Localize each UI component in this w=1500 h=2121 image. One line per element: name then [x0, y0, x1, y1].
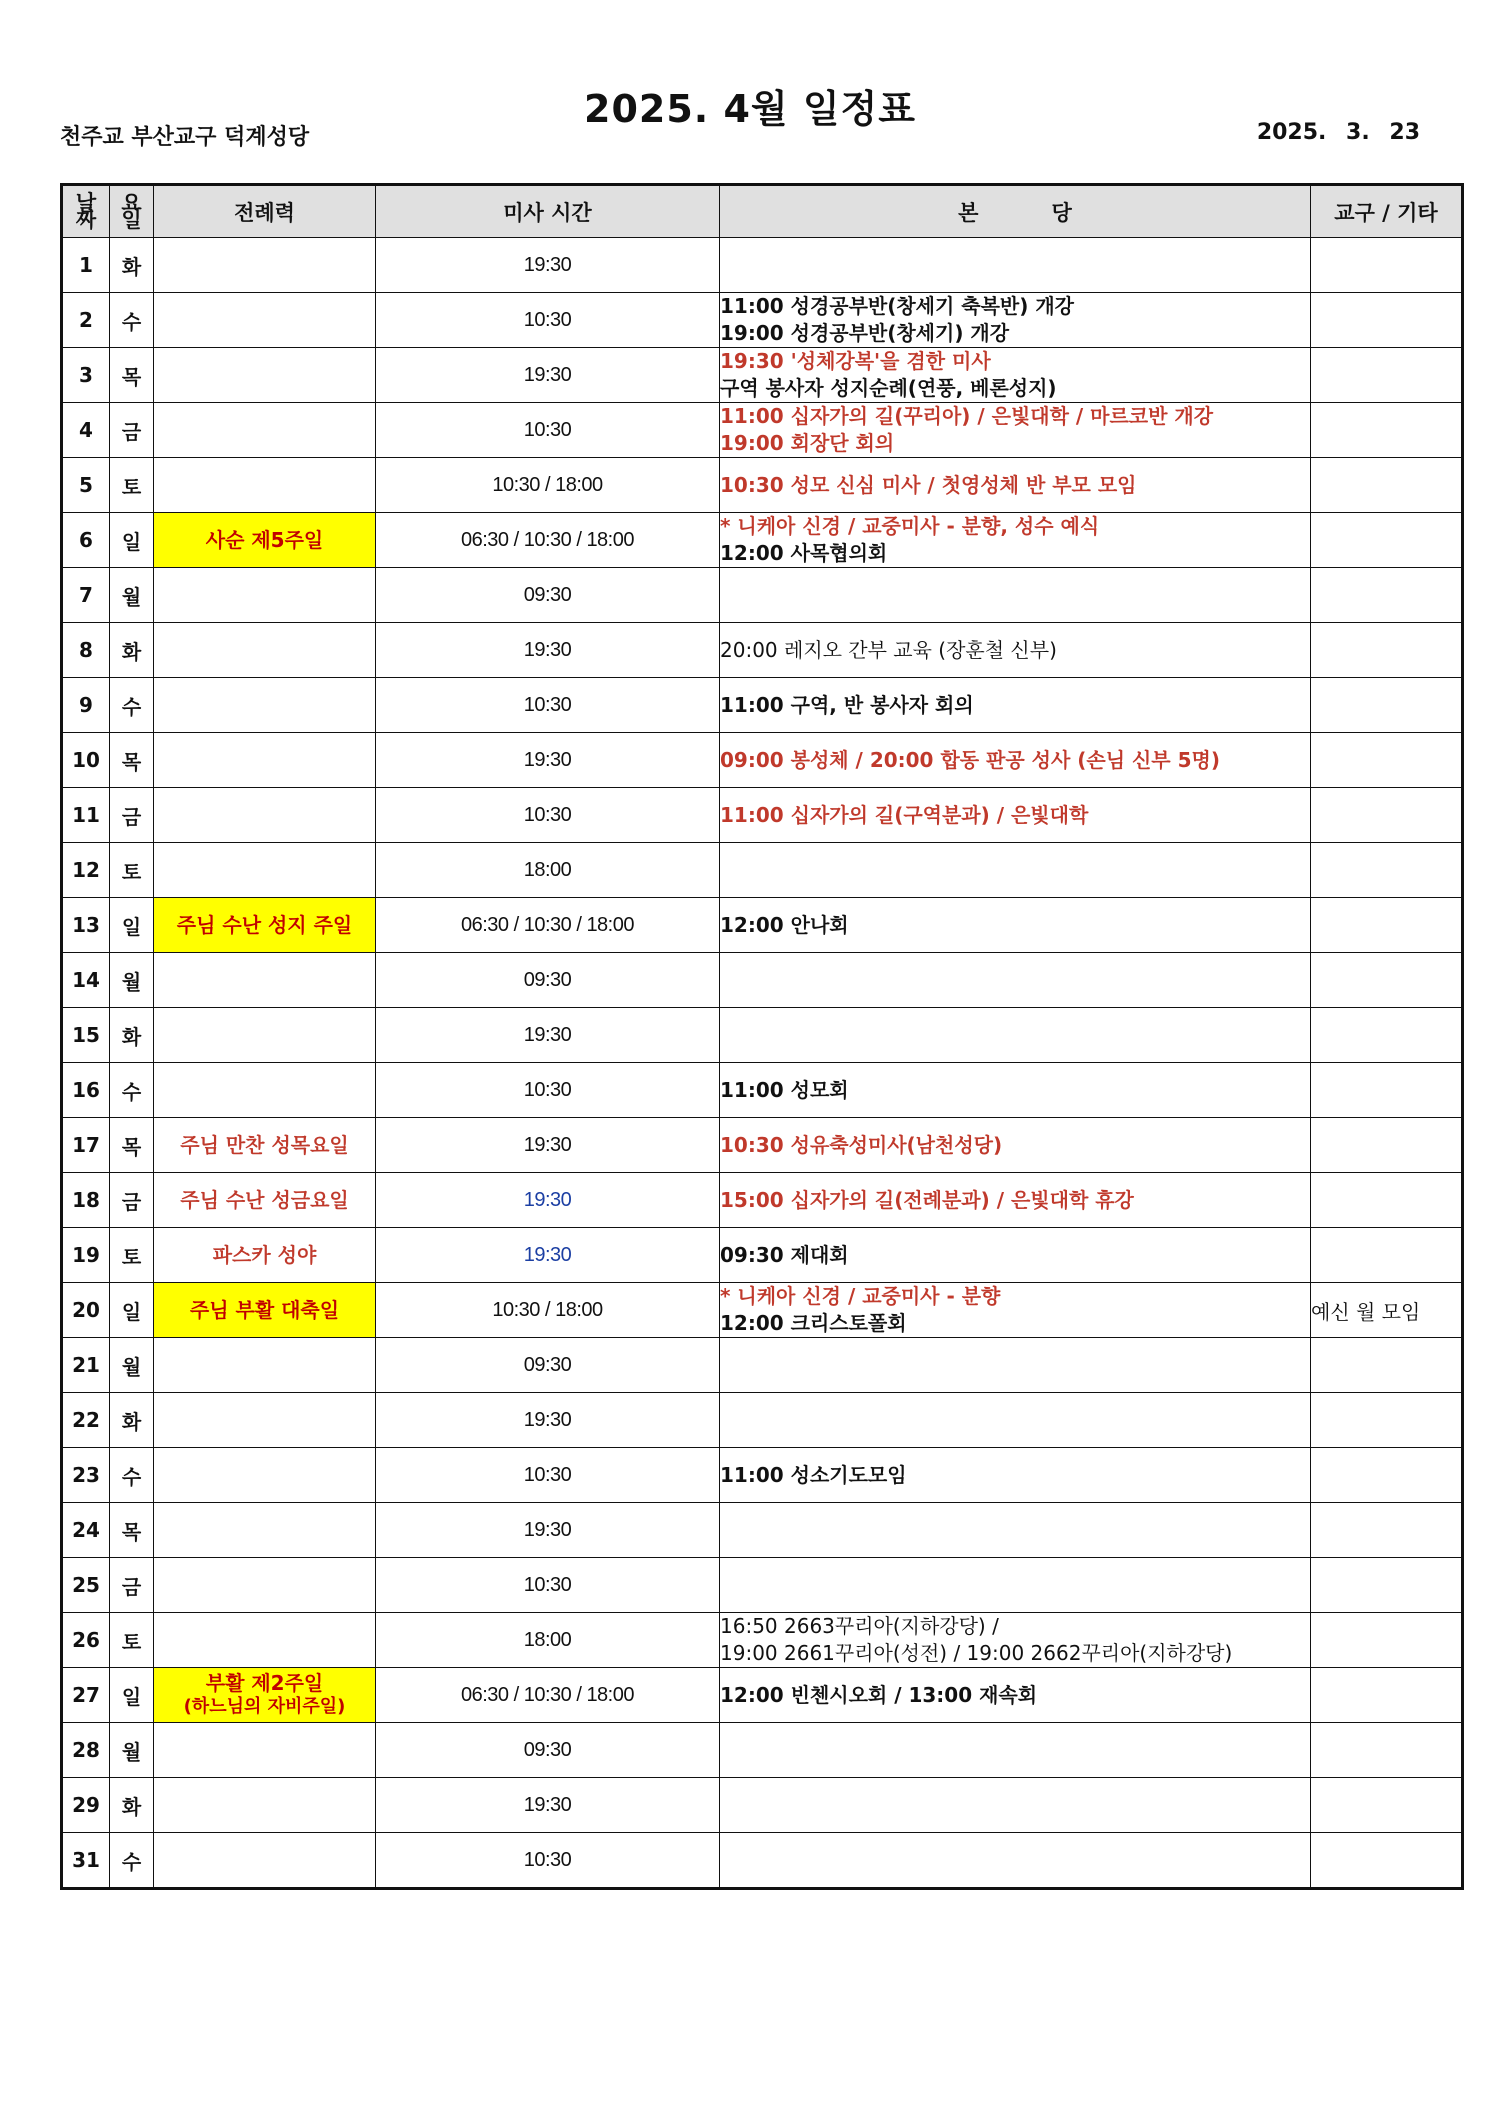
- day-cell: 26: [62, 1613, 110, 1668]
- day-cell: 21: [62, 1338, 110, 1393]
- diocese-etc-cell: [1311, 1063, 1463, 1118]
- diocese-etc-cell: [1311, 293, 1463, 348]
- table-row: [62, 733, 1463, 788]
- diocese-etc-cell: [1311, 1448, 1463, 1503]
- diocese-etc-cell: [1311, 568, 1463, 623]
- day-cell: 11: [62, 788, 110, 843]
- liturgy-cell: [154, 1008, 376, 1063]
- mass-time-cell: 19:30: [376, 1778, 720, 1833]
- table-row: [62, 293, 1463, 348]
- diocese-etc-cell: [1311, 1503, 1463, 1558]
- day-cell: 18: [62, 1173, 110, 1228]
- event-line: 11:00 십자가의 길(구역분과) / 은빛대학: [720, 802, 1089, 827]
- weekday-cell: 일: [110, 1668, 154, 1723]
- liturgy-cell: [154, 1283, 376, 1338]
- diocese-etc-cell: [1311, 843, 1463, 898]
- diocese-etc-cell: [1311, 513, 1463, 568]
- liturgy-cell: [154, 678, 376, 733]
- table-row: [62, 1723, 1463, 1778]
- liturgy-cell: [154, 458, 376, 513]
- weekday-cell: 금: [110, 788, 154, 843]
- issue-date: 2025. 3. 23: [1256, 120, 1420, 145]
- mass-time-cell: 19:30: [376, 348, 720, 403]
- weekday-cell: 월: [110, 953, 154, 1008]
- table-row: [62, 1228, 1463, 1283]
- table-row: [62, 1448, 1463, 1503]
- parish-events-cell: [720, 1338, 1311, 1393]
- diocese-etc-cell: [1311, 1393, 1463, 1448]
- liturgy-label: 사순 제5주일: [205, 528, 324, 552]
- mass-time-cell: 19:30: [376, 1503, 720, 1558]
- parish-events-cell: [720, 733, 1311, 788]
- liturgy-label: 부활 제2주일: [205, 1671, 324, 1695]
- weekday-cell: 목: [110, 1503, 154, 1558]
- liturgy-cell: [154, 788, 376, 843]
- liturgy-cell: [154, 1063, 376, 1118]
- mass-time-cell: 19:30: [376, 623, 720, 678]
- parish-events-cell: [720, 1228, 1311, 1283]
- liturgy-cell: [154, 1503, 376, 1558]
- parish-events-cell: [720, 458, 1311, 513]
- diocese-etc-cell: [1311, 1833, 1463, 1889]
- day-cell: 28: [62, 1723, 110, 1778]
- mass-time-cell: 19:30: [376, 1393, 720, 1448]
- weekday-cell: 화: [110, 623, 154, 678]
- table-row: [62, 348, 1463, 403]
- weekday-cell: 월: [110, 1338, 154, 1393]
- diocese-etc-cell: [1311, 678, 1463, 733]
- liturgy-label: 주님 만찬 성목요일: [180, 1133, 349, 1157]
- liturgy-label: 파스카 성야: [212, 1243, 317, 1267]
- day-cell: 31: [62, 1833, 110, 1889]
- parish-events-cell: [720, 1448, 1311, 1503]
- diocese-etc-cell: [1311, 953, 1463, 1008]
- parish-events-cell: [720, 788, 1311, 843]
- day-cell: 16: [62, 1063, 110, 1118]
- col-header-mass-time: 미사 시간: [376, 185, 720, 238]
- weekday-cell: 일: [110, 1283, 154, 1338]
- table-row: [62, 1338, 1463, 1393]
- liturgy-cell: [154, 733, 376, 788]
- liturgy-cell: [154, 403, 376, 458]
- mass-time-cell: 18:00: [376, 1613, 720, 1668]
- table-row: [62, 1833, 1463, 1889]
- day-cell: 17: [62, 1118, 110, 1173]
- day-cell: 13: [62, 898, 110, 953]
- day-cell: 25: [62, 1558, 110, 1613]
- mass-time-cell: 10:30: [376, 1833, 720, 1889]
- col-header-liturgy: 전례력: [154, 185, 376, 238]
- diocese-etc-cell: 예신 월 모임: [1311, 1283, 1463, 1338]
- diocese-etc-cell: [1311, 238, 1463, 293]
- weekday-cell: 화: [110, 1393, 154, 1448]
- weekday-cell: 화: [110, 1778, 154, 1833]
- weekday-cell: 일: [110, 513, 154, 568]
- diocese-etc-cell: [1311, 788, 1463, 843]
- mass-time-cell: 09:30: [376, 1338, 720, 1393]
- table-row: [62, 1118, 1463, 1173]
- event-line: 10:30 성유축성미사(남천성당): [720, 1132, 1003, 1157]
- diocese-etc-cell: [1311, 733, 1463, 788]
- parish-events-cell: [720, 1173, 1311, 1228]
- table-row: [62, 568, 1463, 623]
- event-line: 10:30 성모 신심 미사 / 첫영성체 반 부모 모임: [720, 472, 1137, 497]
- weekday-cell: 토: [110, 458, 154, 513]
- mass-time-cell: 18:00: [376, 843, 720, 898]
- event-line: 11:00 십자가의 길(꾸리아) / 은빛대학 / 마르코반 개강: [720, 404, 1214, 428]
- parish-events-cell: [720, 1613, 1311, 1668]
- weekday-cell: 수: [110, 1448, 154, 1503]
- liturgy-cell: [154, 1778, 376, 1833]
- weekday-cell: 금: [110, 1558, 154, 1613]
- liturgy-cell: [154, 623, 376, 678]
- liturgy-label: 주님 수난 성금요일: [180, 1188, 349, 1212]
- parish-events-cell: [720, 348, 1311, 403]
- day-cell: 2: [62, 293, 110, 348]
- parish-events-cell: [720, 1558, 1311, 1613]
- diocese-etc-cell: [1311, 1613, 1463, 1668]
- weekday-cell: 수: [110, 678, 154, 733]
- diocese-etc-cell: [1311, 403, 1463, 458]
- weekday-cell: 수: [110, 1833, 154, 1889]
- diocese-etc-cell: [1311, 1668, 1463, 1723]
- parish-events-cell: [720, 513, 1311, 568]
- diocese-etc-cell: [1311, 1558, 1463, 1613]
- parish-events-cell: [720, 1118, 1311, 1173]
- liturgy-cell: [154, 1558, 376, 1613]
- liturgy-cell: [154, 1228, 376, 1283]
- event-line: 19:00 2661꾸리아(성전) / 19:00 2662꾸리아(지하강당): [720, 1641, 1233, 1665]
- liturgy-cell: [154, 348, 376, 403]
- liturgy-cell: [154, 898, 376, 953]
- mass-time-cell: 19:30: [376, 1228, 720, 1283]
- weekday-cell: 목: [110, 348, 154, 403]
- mass-time-cell: 10:30: [376, 1063, 720, 1118]
- event-line: 12:00 사목협의회: [720, 541, 888, 565]
- event-line: 11:00 성모회: [720, 1077, 849, 1102]
- table-row: [62, 1668, 1463, 1723]
- mass-time-cell: 19:30: [376, 1118, 720, 1173]
- table-row: [62, 1393, 1463, 1448]
- table-row: [62, 1173, 1463, 1228]
- parish-events-cell: [720, 843, 1311, 898]
- liturgy-cell: [154, 568, 376, 623]
- weekday-cell: 목: [110, 1118, 154, 1173]
- day-cell: 14: [62, 953, 110, 1008]
- col-header-weekday: 요 일: [110, 185, 154, 238]
- weekday-cell: 수: [110, 293, 154, 348]
- mass-time-cell: 19:30: [376, 1173, 720, 1228]
- day-cell: 20: [62, 1283, 110, 1338]
- mass-time-cell: 10:30 / 18:00: [376, 458, 720, 513]
- diocese-etc-cell: [1311, 458, 1463, 513]
- parish-name: 천주교 부산교구 덕계성당: [60, 125, 310, 150]
- parish-events-cell: [720, 898, 1311, 953]
- table-row: [62, 403, 1463, 458]
- mass-time-cell: 19:30: [376, 733, 720, 788]
- weekday-cell: 금: [110, 1173, 154, 1228]
- weekday-cell: 토: [110, 1613, 154, 1668]
- day-cell: 22: [62, 1393, 110, 1448]
- table-row: [62, 1008, 1463, 1063]
- parish-events-cell: [720, 1723, 1311, 1778]
- event-line: 09:30 제대회: [720, 1242, 849, 1267]
- day-cell: 6: [62, 513, 110, 568]
- liturgy-cell: [154, 1338, 376, 1393]
- liturgy-cell: [154, 953, 376, 1008]
- col-header-parish: 본 당: [720, 185, 1311, 238]
- table-row: [62, 238, 1463, 293]
- event-line: 09:00 봉성체 / 20:00 합동 판공 성사 (손님 신부 5명): [720, 747, 1220, 772]
- event-line: 11:00 성경공부반(창세기 축복반) 개강: [720, 294, 1074, 318]
- mass-time-cell: 09:30: [376, 1723, 720, 1778]
- weekday-cell: 화: [110, 1008, 154, 1063]
- mass-time-cell: 10:30: [376, 1448, 720, 1503]
- mass-time-cell: 10:30: [376, 1558, 720, 1613]
- mass-time-cell: 10:30: [376, 788, 720, 843]
- diocese-etc-cell: [1311, 898, 1463, 953]
- event-line: * 니케아 신경 / 교중미사 - 분향: [720, 1284, 1001, 1308]
- diocese-etc-cell: [1311, 623, 1463, 678]
- liturgy-label: 주님 수난 성지 주일: [176, 913, 353, 937]
- event-line: 11:00 구역, 반 봉사자 회의: [720, 692, 974, 717]
- table-row: [62, 678, 1463, 733]
- diocese-etc-cell: [1311, 1008, 1463, 1063]
- diocese-etc-cell: [1311, 1173, 1463, 1228]
- table-row: [62, 1778, 1463, 1833]
- parish-events-cell: [720, 623, 1311, 678]
- weekday-cell: 화: [110, 238, 154, 293]
- table-row: [62, 843, 1463, 898]
- liturgy-cell: [154, 513, 376, 568]
- day-cell: 1: [62, 238, 110, 293]
- table-row: [62, 458, 1463, 513]
- liturgy-cell: [154, 1448, 376, 1503]
- event-line: 11:00 성소기도모임: [720, 1462, 907, 1487]
- diocese-etc-cell: [1311, 1338, 1463, 1393]
- mass-time-cell: 19:30: [376, 1008, 720, 1063]
- mass-time-cell: 10:30: [376, 403, 720, 458]
- liturgy-cell: [154, 1668, 376, 1723]
- diocese-etc-cell: [1311, 1778, 1463, 1833]
- event-line: 12:00 안나회: [720, 912, 849, 937]
- page-title: 2025. 4월 일정표: [584, 87, 916, 131]
- weekday-cell: 월: [110, 1723, 154, 1778]
- table-row: [62, 788, 1463, 843]
- liturgy-cell: [154, 1723, 376, 1778]
- day-cell: 15: [62, 1008, 110, 1063]
- diocese-etc-cell: [1311, 348, 1463, 403]
- mass-time-cell: 06:30 / 10:30 / 18:00: [376, 898, 720, 953]
- day-cell: 12: [62, 843, 110, 898]
- table-row: [62, 898, 1463, 953]
- event-line: * 니케아 신경 / 교중미사 - 분향, 성수 예식: [720, 514, 1100, 538]
- mass-time-cell: 06:30 / 10:30 / 18:00: [376, 513, 720, 568]
- diocese-etc-cell: [1311, 1228, 1463, 1283]
- diocese-etc-cell: [1311, 1118, 1463, 1173]
- weekday-cell: 목: [110, 733, 154, 788]
- day-cell: 29: [62, 1778, 110, 1833]
- col-header-date: 날 짜: [62, 185, 110, 238]
- table-row: [62, 1063, 1463, 1118]
- liturgy-cell: [154, 1613, 376, 1668]
- mass-time-cell: 10:30 / 18:00: [376, 1283, 720, 1338]
- liturgy-label: 주님 부활 대축일: [189, 1298, 340, 1322]
- mass-time-cell: 10:30: [376, 293, 720, 348]
- mass-time-cell: 10:30: [376, 678, 720, 733]
- weekday-cell: 일: [110, 898, 154, 953]
- liturgy-cell: [154, 843, 376, 898]
- parish-events-cell: [720, 1668, 1311, 1723]
- liturgy-cell: [154, 293, 376, 348]
- table-row: [62, 1613, 1463, 1668]
- event-line: 19:30 '성체강복'을 겸한 미사: [720, 349, 991, 373]
- mass-time-cell: 09:30: [376, 953, 720, 1008]
- parish-events-cell: [720, 1833, 1311, 1889]
- event-line: 12:00 크리스토폴회: [720, 1311, 907, 1335]
- table-row: [62, 1503, 1463, 1558]
- parish-events-cell: [720, 238, 1311, 293]
- schedule-table: [60, 183, 1464, 1890]
- liturgy-cell: [154, 1118, 376, 1173]
- day-cell: 19: [62, 1228, 110, 1283]
- parish-events-cell: [720, 1008, 1311, 1063]
- parish-events-cell: [720, 678, 1311, 733]
- day-cell: 8: [62, 623, 110, 678]
- weekday-cell: 토: [110, 843, 154, 898]
- parish-events-cell: [720, 1503, 1311, 1558]
- day-cell: 5: [62, 458, 110, 513]
- table-row: [62, 1558, 1463, 1613]
- event-line: 20:00 레지오 간부 교육 (장훈철 신부): [720, 637, 1057, 662]
- mass-time-cell: 06:30 / 10:30 / 18:00: [376, 1668, 720, 1723]
- parish-events-cell: [720, 293, 1311, 348]
- parish-events-cell: [720, 1283, 1311, 1338]
- event-line: 구역 봉사자 성지순례(연풍, 베론성지): [720, 376, 1057, 400]
- event-line: 16:50 2663꾸리아(지하강당) /: [720, 1614, 999, 1638]
- day-cell: 23: [62, 1448, 110, 1503]
- liturgy-cell: [154, 1833, 376, 1889]
- event-line: 15:00 십자가의 길(전례분과) / 은빛대학 휴강: [720, 1187, 1134, 1212]
- liturgy-cell: [154, 238, 376, 293]
- day-cell: 9: [62, 678, 110, 733]
- day-cell: 3: [62, 348, 110, 403]
- table-header-row: [62, 185, 1463, 238]
- event-line: 19:00 성경공부반(창세기) 개강: [720, 321, 1010, 345]
- parish-events-cell: [720, 1778, 1311, 1833]
- table-row: [62, 513, 1463, 568]
- day-cell: 10: [62, 733, 110, 788]
- weekday-cell: 수: [110, 1063, 154, 1118]
- event-line: 12:00 빈첸시오회 / 13:00 재속회: [720, 1682, 1038, 1707]
- liturgy-cell: [154, 1173, 376, 1228]
- mass-time-cell: 19:30: [376, 238, 720, 293]
- day-cell: 27: [62, 1668, 110, 1723]
- parish-events-cell: [720, 1063, 1311, 1118]
- event-line: 19:00 회장단 회의: [720, 431, 895, 455]
- day-cell: 24: [62, 1503, 110, 1558]
- mass-time-cell: 09:30: [376, 568, 720, 623]
- col-header-diocese-etc: 교구 / 기타: [1311, 185, 1463, 238]
- table-row: [62, 953, 1463, 1008]
- table-row: [62, 1283, 1463, 1338]
- liturgy-cell: [154, 1393, 376, 1448]
- liturgy-sublabel: (하느님의 자비주일): [183, 1696, 346, 1717]
- diocese-etc-cell: [1311, 1723, 1463, 1778]
- weekday-cell: 금: [110, 403, 154, 458]
- day-cell: 7: [62, 568, 110, 623]
- parish-events-cell: [720, 403, 1311, 458]
- weekday-cell: 월: [110, 568, 154, 623]
- table-row: [62, 623, 1463, 678]
- parish-events-cell: [720, 953, 1311, 1008]
- weekday-cell: 토: [110, 1228, 154, 1283]
- parish-events-cell: [720, 568, 1311, 623]
- parish-events-cell: [720, 1393, 1311, 1448]
- day-cell: 4: [62, 403, 110, 458]
